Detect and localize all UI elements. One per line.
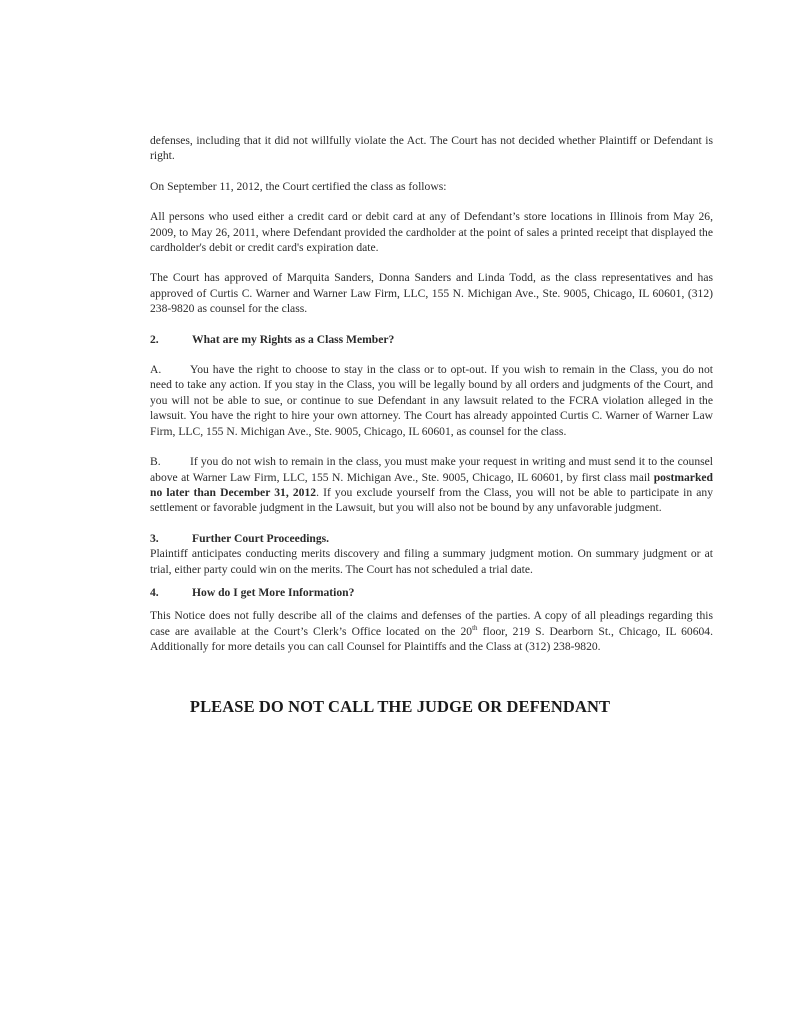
paragraph-representatives: The Court has approved of Marquita Sanders, Donna Sanders and Linda Todd, as the class representatives and has approved of Curtis C. Warner and Warner Law Firm, LLC, 155 N. Michigan Ave., Ste. 9005, Chicago, IL 60601, (312) 238-9820 as counsel for the class. bbox=[150, 271, 713, 316]
section-2-number: 2. bbox=[150, 332, 159, 346]
section-2-heading bbox=[150, 332, 713, 347]
section-3-number: 3. bbox=[150, 531, 159, 545]
section-2-paragraph-a bbox=[150, 362, 713, 439]
paragraph-a-label: A. bbox=[150, 363, 162, 377]
section-4-heading bbox=[150, 585, 713, 600]
section-4-text bbox=[150, 608, 713, 654]
section-4-number: 4. bbox=[150, 585, 159, 599]
closing-warning: PLEASE DO NOT CALL THE JUDGE OR DEFENDANT bbox=[189, 697, 611, 716]
section-2-paragraph-b bbox=[150, 454, 713, 516]
paragraph-certification: On September 11, 2012, the Court certified the class as follows: bbox=[150, 179, 447, 193]
postmark-deadline: postmarked no later than December 31, 2012 bbox=[150, 470, 713, 499]
paragraph-b-text-2: . If you exclude yourself from the Class, you will not be able to participate in any settlement or favorable judgment in the Lawsuit, but you will also not be bound by any unfavorable judgment. bbox=[150, 485, 713, 515]
section-2-title: What are my Rights as a Class Member? bbox=[192, 332, 395, 346]
section-3-text: Plaintiff anticipates conducting merits discovery and filing a summary judgment motion. On summary judgment or at trial, either party could win on the merits. The Court has not scheduled a trial date. bbox=[150, 547, 713, 576]
section-3-heading bbox=[150, 531, 713, 546]
section-4-title: How do I get More Information? bbox=[192, 585, 355, 599]
paragraph-b-label: B. bbox=[150, 455, 161, 469]
section-3-title: Further Court Proceedings. bbox=[192, 531, 330, 545]
paragraph-class-definition: All persons who used either a credit card or debit card at any of Defendant’s store locations in Illinois from May 26, 2009, to May 26, 2011, where Defendant provided the cardholder at the point of sales a printed receipt that displayed the cardholder's debit or credit card's expiration date. bbox=[150, 210, 713, 255]
paragraph-b-text-1: If you do not wish to remain in the class, you must make your request in writing and must send it to the counsel above at Warner Law Firm, LLC, 155 N. Michigan Ave., Ste. 9005, Chicago, IL 60601, by first class mail bbox=[150, 455, 713, 484]
paragraph-a-text: You have the right to choose to stay in the class or to opt-out. If you wish to remain in the Class, you do not need to take any action. If you stay in the Class, you will be legally bound by all orders and judgments of the Court, and you will not be able to sue, or continue to sue Defendant in any lawsuit related to the FCRA violation alleged in the lawsuit. You have the right to hire your own attorney. The Court has already appointed Curtis C. Warner of Warner Law Firm, LLC, 155 N. Michigan Ave., Ste. 9005, Chicago, IL 60601, as counsel for the class. bbox=[150, 363, 713, 438]
paragraph-defenses: defenses, including that it did not willfully violate the Act. The Court has not decided whether Plaintiff or Defendant is right. bbox=[150, 134, 713, 163]
notice-page-body bbox=[150, 133, 713, 670]
ordinal-suffix: th bbox=[472, 623, 478, 632]
section-4-text-1: This Notice does not fully describe all of the claims and defenses of the parties. A copy of all pleadings regarding this case are available at the Court’s Clerk’s Office located on the 20 bbox=[150, 609, 713, 638]
section-4-text-2: floor, 219 S. Dearborn St., Chicago, IL 60604. Additionally for more details you can call Counsel for Plaintiffs and the Class at (312) 238-9820. bbox=[150, 624, 713, 654]
